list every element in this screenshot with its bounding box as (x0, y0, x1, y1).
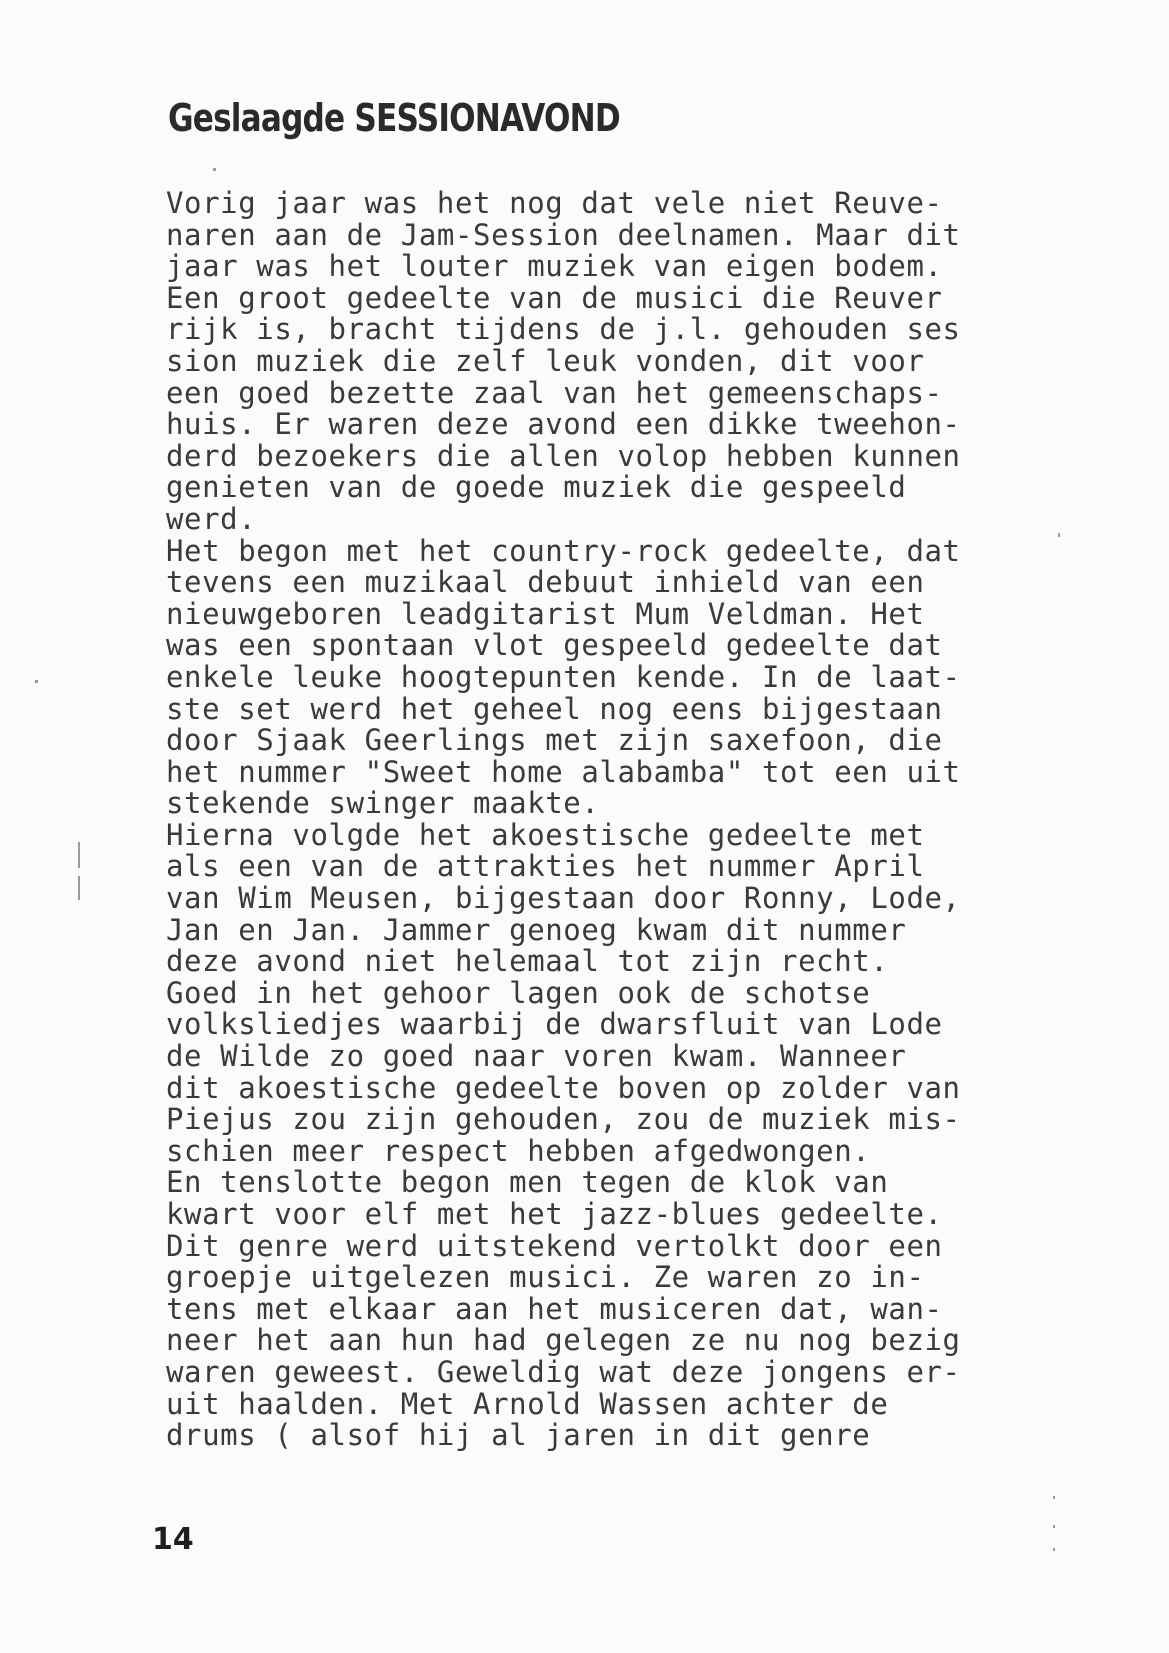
scan-artifact (1053, 1548, 1055, 1551)
text-line: jaar was het louter muziek van eigen bodem. (166, 249, 943, 284)
text-line: genieten van de goede muziek die gespeeld (166, 470, 907, 505)
scan-artifact (213, 168, 216, 171)
text-line: dit akoestische gedeelte boven op zolder van (166, 1070, 961, 1105)
text-line: was een spontaan vlot gespeeld gedeelte dat (166, 628, 943, 663)
text-line: werd. (166, 501, 257, 536)
text-line: Een groot gedeelte van de musici die Reuver (166, 280, 943, 315)
text-line: waren geweest. Geweldig wat deze jongens er- (166, 1354, 961, 1389)
scan-artifact (78, 842, 80, 868)
text-line: van Wim Meusen, bijgestaan door Ronny, Lode, (166, 881, 961, 916)
text-line: Dit genre werd uitstekend vertolkt door een (166, 1228, 943, 1263)
text-line: Piejus zou zijn gehouden, zou de muziek mis- (166, 1102, 961, 1137)
text-line: volksliedjes waarbij de dwarsfluit van Lode (166, 1007, 943, 1042)
article-body (166, 188, 1066, 1452)
text-line: enkele leuke hoogtepunten kende. In de laat- (166, 659, 961, 694)
text-line: tevens een muzikaal debuut inhield van een (166, 565, 925, 600)
text-line: de Wilde zo goed naar voren kwam. Wanneer (166, 1039, 907, 1074)
text-line: tens met elkaar aan het musiceren dat, wan- (166, 1291, 943, 1326)
text-line: Vorig jaar was het nog dat vele niet Reuve- (166, 186, 943, 220)
text-line: deze avond niet helemaal tot zijn recht. (166, 944, 889, 979)
text-line: drums ( alsof hij al jaren in dit genre (166, 1418, 871, 1453)
text-line: uit haalden. Met Arnold Wassen achter de (166, 1386, 889, 1421)
article-title: Geslaagde SESSIONAVOND (168, 96, 620, 140)
text-line: door Sjaak Geerlings met zijn saxefoon, die (166, 723, 943, 758)
text-line: En tenslotte begon men tegen de klok van (166, 1165, 889, 1200)
text-line: neer het aan hun had gelegen ze nu nog bezig (166, 1323, 961, 1358)
text-line: naren aan de Jam-Session deelnamen. Maar dit (166, 217, 961, 252)
text-line: het nummer "Sweet home alabamba" tot een uit (166, 754, 961, 789)
text-line: derd bezoekers die allen volop hebben kunnen (166, 438, 961, 473)
text-line: huis. Er waren deze avond een dikke tweehon- (166, 407, 961, 442)
scan-artifact (35, 680, 38, 683)
text-line: Hierna volgde het akoestische gedeelte met (166, 817, 925, 852)
text-line: schien meer respect hebben afgedwongen. (166, 1133, 871, 1168)
text-line: een goed bezette zaal van het gemeenschaps- (166, 375, 943, 410)
text-line: rijk is, bracht tijdens de j.l. gehouden ses (166, 312, 961, 347)
text-line: Goed in het gehoor lagen ook de schotse (166, 975, 871, 1010)
scan-artifact (1053, 1525, 1055, 1528)
text-line: sion muziek die zelf leuk vonden, dit voor (166, 343, 925, 378)
page-number: 14 (152, 1522, 194, 1557)
text-line: ste set werd het geheel nog eens bijgestaan (166, 691, 943, 726)
scan-artifact (1053, 1496, 1055, 1499)
scan-artifact (78, 876, 80, 900)
text-line: groepje uitgelezen musici. Ze waren zo in- (166, 1260, 925, 1295)
scan-artifact (1058, 533, 1060, 537)
text-line: stekende swinger maakte. (166, 786, 600, 821)
text-line: als een van de attrakties het nummer April (166, 849, 925, 884)
text-line: Het begon met het country-rock gedeelte, dat (166, 533, 961, 568)
text-line: kwart voor elf met het jazz-blues gedeelte. (166, 1197, 943, 1231)
text-line: nieuwgeboren leadgitarist Mum Veldman. Het (166, 596, 925, 631)
text-line: Jan en Jan. Jammer genoeg kwam dit nummer (166, 912, 907, 947)
